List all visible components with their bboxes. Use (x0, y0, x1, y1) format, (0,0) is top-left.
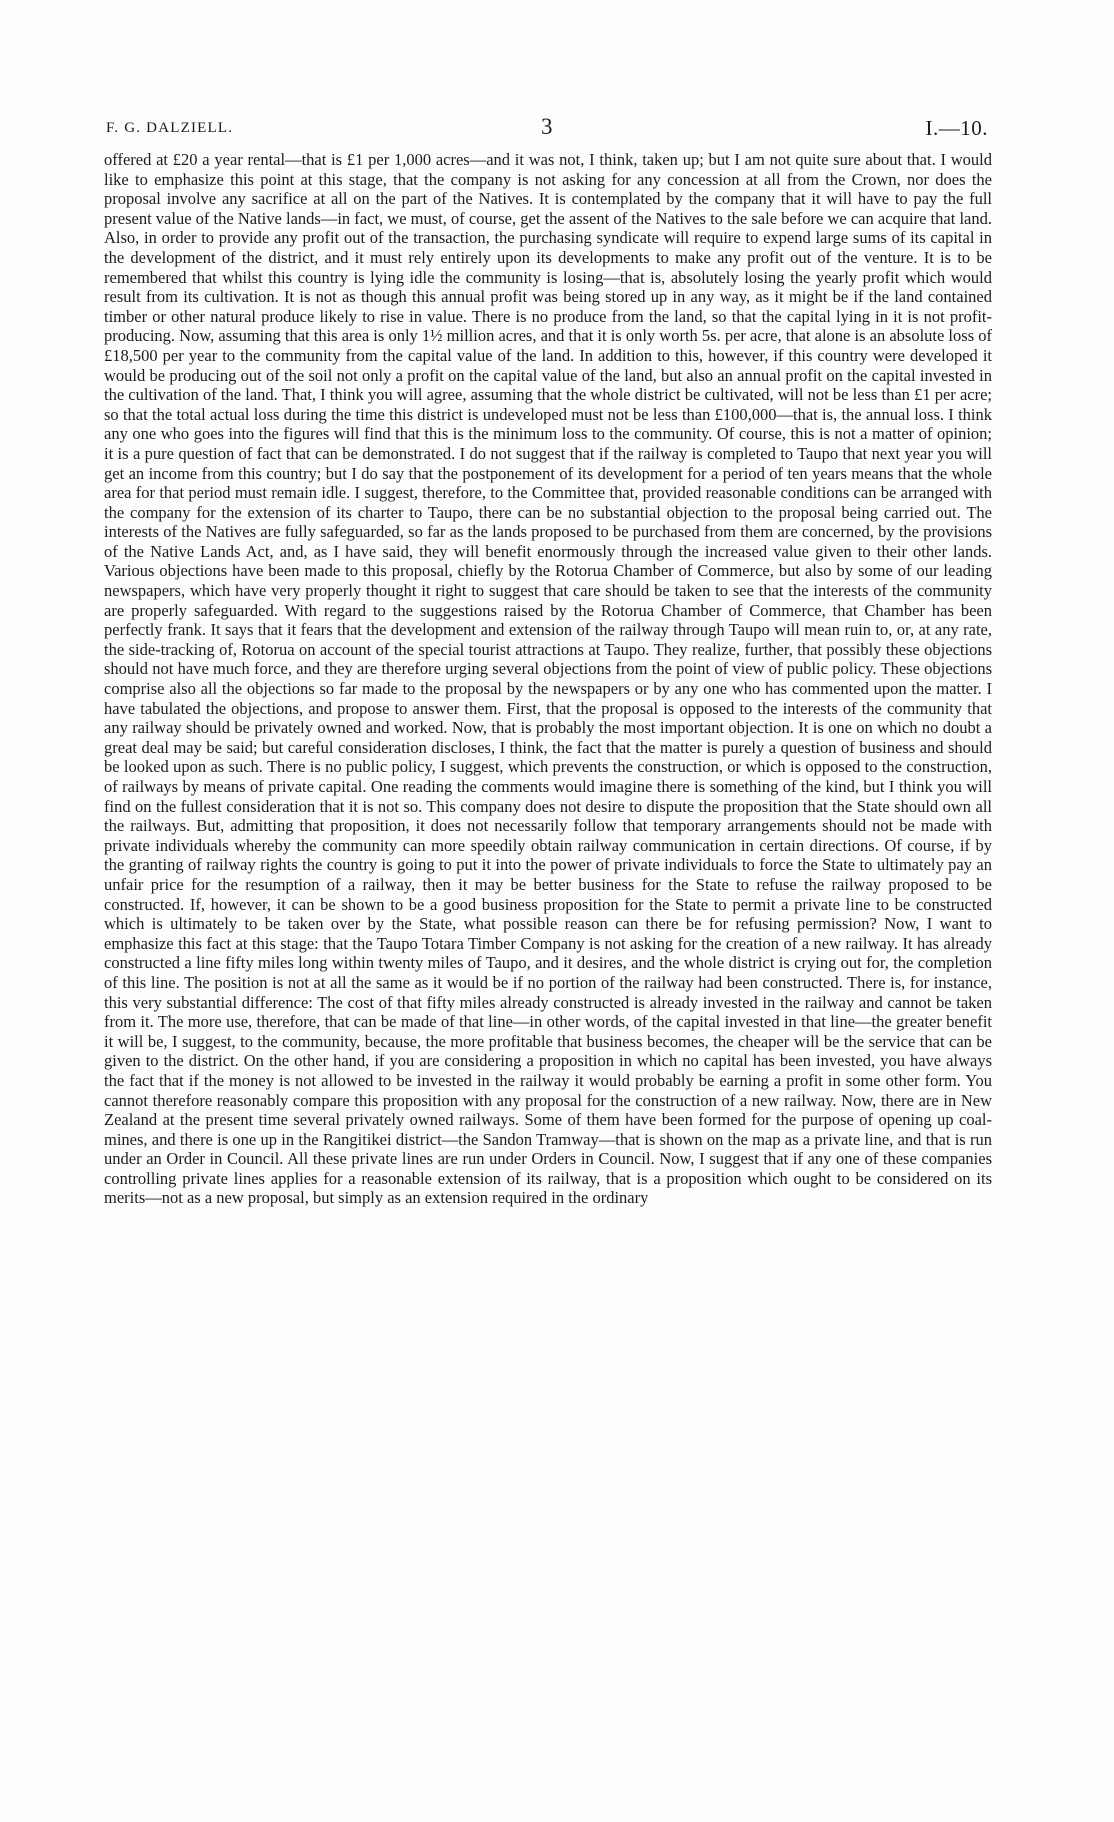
header-document-ref: I.—10. (925, 116, 988, 140)
header-author: F. G. DALZIELL. (106, 120, 234, 136)
header-page-number: 3 (541, 114, 553, 139)
body-text (104, 150, 992, 1208)
page-header (106, 114, 988, 144)
body-paragraph: offered at £20 a year rental—that is £1 per 1,000 acres—and it was not, I think, taken up; but I am not quite sure about that. I would like to emphasize this point at this stage, that the company is not asking for any concession at all from the Crown, nor does the proposal involve any sacrifice at all on the part of the Natives. It is contemplated by the company that it will have to pay the full present value of the Native lands—in fact, we must, of course, get the assent of the Natives to the sale before we can acquire that land. Also, in order to provide any profit out of the transaction, the purchasing syndicate will require to expend large sums of its capital in the development of the district, and it must rely entirely upon its developments to make any profit out of the venture. It is to be remembered that whilst this country is lying idle the community is losing—that is, absolutely losing the yearly profit which would result from its cultivation. It is not as though this annual profit was being stored up in any way, as it might be if the land contained timber or other natural produce likely to rise in value. There is no produce from the land, so that the capital lying in it is not profit-producing. Now, assuming that this area is only 1½ million acres, and that it is only worth 5s. per acre, that alone is an absolute loss of £18,500 per year to the community from the capital value of the land. In addition to this, however, if this country were developed it would be producing out of the soil not only a profit on the capital value of the land, but also an annual profit on the capital invested in the cultivation of the land. That, I think you will agree, assuming that the whole district be cultivated, will not be less than £1 per acre; so that the total actual loss during the time this district is undeveloped must not be less than £100,000—that is, the annual loss. I think any one who goes into the figures will find that this is the minimum loss to the community. Of course, this is not a matter of opinion; it is a pure question of fact that can be demonstrated. I do not suggest that if the railway is completed to Taupo that next year you will get an income from this country; but I do say that the postponement of its development for a period of ten years means that the whole area for that period must remain idle. I suggest, therefore, to the Committee that, provided reasonable conditions can be arranged with the company for the extension of its charter to Taupo, there can be no substantial objection to the proposal being carried out. The interests of the Natives are fully safeguarded, so far as the lands proposed to be purchased from them are concerned, by the provisions of the Native Lands Act, and, as I have said, they will benefit enormously through the increased value given to their other lands. Various objections have been made to this proposal, chiefly by the Rotorua Chamber of Commerce, but also by some of our leading newspapers, which have very properly thought it right to suggest that care should be taken to see that the interests of the community are properly safeguarded. With regard to the suggestions raised by the Rotorua Chamber of Commerce, that Chamber has been perfectly frank. It says that it fears that the development and extension of the railway through Taupo will mean ruin to, or, at any rate, the side-tracking of, Rotorua on account of the special tourist attractions at Taupo. They realize, further, that possibly these objections should not have much force, and they are therefore urging several objections from the point of view of public policy. These objections comprise also all the objections so far made to the proposal by the newspapers or by any one who has commented upon the matter. I have tabulated the objections, and propose to answer them. First, that the proposal is opposed to the interests of the community that any railway should be privately owned and worked. Now, that is probably the most important objection. It is one on which no doubt a great deal may be said; but careful consideration discloses, I think, the fact that the matter is purely a question of business and should be looked upon as such. There is no public policy, I suggest, which prevents the construction, or which is opposed to the construction, of railways by means of private capital. One reading the comments would imagine there is something of the kind, but I think you will find on the fullest consideration that it is not so. This company does not desire to dispute the proposition that the State should own all the railways. But, admitting that proposition, it does not necessarily follow that temporary arrangements should not be made with private individuals whereby the community can more speedily obtain railway communication in certain directions. Of course, if by the granting of railway rights the country is going to put it into the power of private individuals to force the State to ultimately pay an unfair price for the resumption of a railway, then it may be better business for the State to refuse the railway proposed to be constructed. If, however, it can be shown to be a good business proposition for the State to permit a private line to be constructed which is ultimately to be taken over by the State, what possible reason can there be for refusing permission? Now, I want to emphasize this fact at this stage: that the Taupo Totara Timber Company is not asking for the creation of a new railway. It has already constructed a line fifty miles long within twenty miles of Taupo, and it desires, and the whole district is crying out for, the completion of this line. The position is not at all the same as it would be if no portion of the railway had been constructed. There is, for instance, this very substantial difference: The cost of that fifty miles already constructed is already invested in the railway and cannot be taken from it. The more use, therefore, that can be made of that line—in other words, of the capital invested in that line—the greater benefit it will be, I suggest, to the community, because, the more profitable that business becomes, the cheaper will be the service that can be given to the district. On the other hand, if you are considering a proposition in which no capital has been invested, you have always the fact that if the money is not allowed to be invested in the railway it would probably be earning a profit in some other form. You cannot therefore reasonably compare this proposition with any proposal for the construction of a new railway. Now, there are in New Zealand at the present time several privately owned railways. Some of them have been formed for the purpose of opening up coal-mines, and there is one up in the Rangitikei district—the Sandon Tramway—that is shown on the map as a private line, and that is run under an Order in Council. All these private lines are run under Orders in Council. Now, I suggest that if any one of these companies controlling private lines applies for a reasonable extension of its railway, that is a proposition which ought to be considered on its merits—not as a new proposal, but simply as an extension required in the ordinary (104, 150, 992, 1208)
